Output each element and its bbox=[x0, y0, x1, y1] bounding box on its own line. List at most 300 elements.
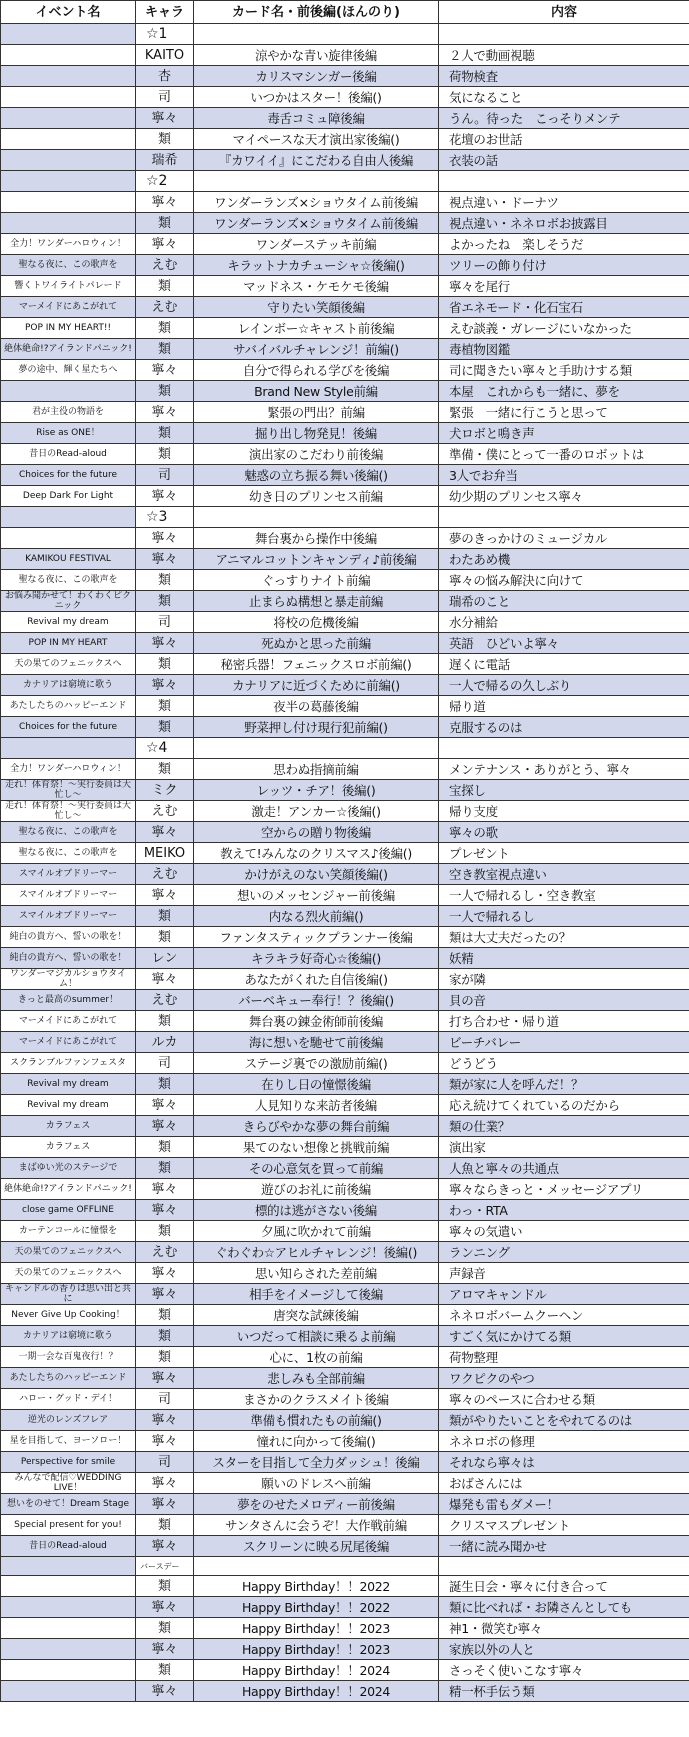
table-row bbox=[1, 1095, 689, 1116]
table-row bbox=[1, 1515, 689, 1536]
character-cell: 寧々 bbox=[136, 1179, 194, 1200]
card-name-cell: 想いのメッセンジャー前後編 bbox=[194, 885, 439, 906]
event-name-cell bbox=[1, 1597, 136, 1618]
character-cell: えむ bbox=[136, 255, 194, 276]
card-name-cell: スターを目指して全力ダッシュ！後編 bbox=[194, 1452, 439, 1473]
character-cell: 寧々 bbox=[136, 486, 194, 507]
character-cell: 瑞希 bbox=[136, 150, 194, 171]
content-cell: 人魚と寧々の共通点 bbox=[439, 1158, 689, 1179]
card-name-cell: 死ぬかと思った前編 bbox=[194, 633, 439, 654]
card-name-cell: 野菜押し付け現行犯前編() bbox=[194, 717, 439, 738]
character-cell: 寧々 bbox=[136, 402, 194, 423]
table-row bbox=[1, 654, 689, 675]
table-row bbox=[1, 1011, 689, 1032]
event-name-cell: キャンドルの香りは思い出と共に bbox=[1, 1284, 136, 1305]
table-row bbox=[1, 1576, 689, 1597]
card-name-cell: ワンダーランズ×ショウタイム前後編 bbox=[194, 213, 439, 234]
content-cell: 類の仕業？ bbox=[439, 1116, 689, 1137]
content-cell: 犬ロボと鳴き声 bbox=[439, 423, 689, 444]
table-row bbox=[1, 276, 689, 297]
content-cell: 花壇のお世話 bbox=[439, 129, 689, 150]
event-name-cell: POP IN MY HEART bbox=[1, 633, 136, 654]
card-name-cell: 毒舌コミュ障後編 bbox=[194, 108, 439, 129]
content-cell: 気になること bbox=[439, 87, 689, 108]
table-row bbox=[1, 927, 689, 948]
event-name-cell bbox=[1, 24, 136, 45]
content-cell: 一人で帰れるし・空き教室 bbox=[439, 885, 689, 906]
table-row bbox=[1, 402, 689, 423]
event-name-cell: 聖なる夜に、この歌声を bbox=[1, 255, 136, 276]
table-row bbox=[1, 612, 689, 633]
table-row bbox=[1, 444, 689, 465]
content-cell: 爆発も雷もダメー！ bbox=[439, 1494, 689, 1515]
character-cell: 類 bbox=[136, 717, 194, 738]
event-name-cell: 聖なる夜に、この歌声を bbox=[1, 570, 136, 591]
content-cell: それなら寧々は bbox=[439, 1452, 689, 1473]
table-row bbox=[1, 1326, 689, 1347]
card-name-cell: 自分で得られる学びを後編 bbox=[194, 360, 439, 381]
content-cell: 水分補給 bbox=[439, 612, 689, 633]
card-name-cell: ワンダーランズ×ショウタイム前後編 bbox=[194, 192, 439, 213]
content-cell: 類が家に人を呼んだ！？ bbox=[439, 1074, 689, 1095]
content-cell bbox=[439, 738, 689, 759]
card-name-cell: 夕風に吹かれて前編 bbox=[194, 1221, 439, 1242]
content-cell: 毒植物図鑑 bbox=[439, 339, 689, 360]
table-row bbox=[1, 1494, 689, 1515]
character-cell: 類 bbox=[136, 318, 194, 339]
card-name-cell: 果てのない想像と挑戦前編 bbox=[194, 1137, 439, 1158]
content-cell: 準備・僕にとって一番のロボットは bbox=[439, 444, 689, 465]
event-name-cell bbox=[1, 507, 136, 528]
card-name-cell: 舞台裏の錬金術師前後編 bbox=[194, 1011, 439, 1032]
table-row bbox=[1, 969, 689, 990]
card-name-cell: 思い知らされた差前編 bbox=[194, 1263, 439, 1284]
card-name-cell: バーベキュー奉行！？後編() bbox=[194, 990, 439, 1011]
content-cell: 克服するのは bbox=[439, 717, 689, 738]
content-cell: わたあめ機 bbox=[439, 549, 689, 570]
card-name-cell: ぐっすりナイト前編 bbox=[194, 570, 439, 591]
section-label: ☆3 bbox=[136, 507, 194, 528]
table-row bbox=[1, 696, 689, 717]
character-cell: 類 bbox=[136, 1347, 194, 1368]
card-name-cell: スクリーンに映る尻尾後編 bbox=[194, 1536, 439, 1557]
character-cell: 寧々 bbox=[136, 1410, 194, 1431]
event-name-cell bbox=[1, 192, 136, 213]
character-cell: 寧々 bbox=[136, 1200, 194, 1221]
character-cell: 類 bbox=[136, 444, 194, 465]
table-row bbox=[1, 234, 689, 255]
table-row bbox=[1, 570, 689, 591]
table-row bbox=[1, 1179, 689, 1200]
table-row bbox=[1, 150, 689, 171]
card-name-cell: 内なる烈火前編() bbox=[194, 906, 439, 927]
card-name-cell: ワンダーステッキ前編 bbox=[194, 234, 439, 255]
event-name-cell: スマイルオブドリーマー bbox=[1, 906, 136, 927]
event-name-cell: 昔日のRead-aloud bbox=[1, 444, 136, 465]
event-name-cell: POP IN MY HEART!! bbox=[1, 318, 136, 339]
event-name-cell: 走れ！体育祭！～実行委員は大忙し～ bbox=[1, 780, 136, 801]
event-name-cell: Never Give Up Cooking！ bbox=[1, 1305, 136, 1326]
content-cell: 帰り支度 bbox=[439, 801, 689, 822]
character-cell: レン bbox=[136, 948, 194, 969]
card-name-cell: キラットナカチューシャ☆後編() bbox=[194, 255, 439, 276]
event-name-cell: あたしたちのハッピーエンド bbox=[1, 696, 136, 717]
character-cell: 類 bbox=[136, 1326, 194, 1347]
card-name-cell: 秘密兵器！フェニックスロボ前編() bbox=[194, 654, 439, 675]
card-name-cell: Happy Birthday！！2023 bbox=[194, 1618, 439, 1639]
card-name-cell: 悲しみも全部前編 bbox=[194, 1368, 439, 1389]
content-cell: 緊張 一緒に行こうと思って bbox=[439, 402, 689, 423]
table-row bbox=[1, 1452, 689, 1473]
character-cell: 類 bbox=[136, 1158, 194, 1179]
table-row bbox=[1, 1473, 689, 1494]
table-row bbox=[1, 1200, 689, 1221]
event-name-cell: カラフェス bbox=[1, 1137, 136, 1158]
character-cell: 類 bbox=[136, 1305, 194, 1326]
event-name-cell: 星を目指して、ヨーソロー！ bbox=[1, 1431, 136, 1452]
card-name-cell: かけがえのない笑顔後編() bbox=[194, 864, 439, 885]
character-cell: 類 bbox=[136, 339, 194, 360]
content-cell: 演出家 bbox=[439, 1137, 689, 1158]
content-cell: 類に比べれば・お隣さんとしても bbox=[439, 1597, 689, 1618]
content-cell: うん。待った こっそりメンテ bbox=[439, 108, 689, 129]
table-row bbox=[1, 1221, 689, 1242]
character-cell: 類 bbox=[136, 1660, 194, 1681]
table-row bbox=[1, 1681, 689, 1702]
event-name-cell: カナリアは窮境に歌う bbox=[1, 675, 136, 696]
event-name-cell: 全力！ワンダーハロウィン！ bbox=[1, 759, 136, 780]
content-cell: 寧々を尾行 bbox=[439, 276, 689, 297]
content-cell: 帰り道 bbox=[439, 696, 689, 717]
card-name-cell: 魅惑の立ち振る舞い後編() bbox=[194, 465, 439, 486]
table-row bbox=[1, 1116, 689, 1137]
card-name-cell: その心意気を買って前編 bbox=[194, 1158, 439, 1179]
table-row bbox=[1, 780, 689, 801]
character-cell: 寧々 bbox=[136, 1095, 194, 1116]
table-row bbox=[1, 948, 689, 969]
event-name-cell: ワンダーマジカルショウタイム！ bbox=[1, 969, 136, 990]
event-name-cell bbox=[1, 1576, 136, 1597]
card-name-cell: Happy Birthday！！2022 bbox=[194, 1597, 439, 1618]
card-name-cell: カナリアに近づくために前編() bbox=[194, 675, 439, 696]
table-row bbox=[1, 675, 689, 696]
event-name-cell: カーテンコールに憧憬を bbox=[1, 1221, 136, 1242]
card-name-cell: 緊張の門出？前編 bbox=[194, 402, 439, 423]
character-cell: 類 bbox=[136, 654, 194, 675]
event-name-cell: ハロー・グッド・デイ！ bbox=[1, 1389, 136, 1410]
character-cell: 司 bbox=[136, 1053, 194, 1074]
table-row bbox=[1, 129, 689, 150]
character-cell: 寧々 bbox=[136, 675, 194, 696]
character-cell: 寧々 bbox=[136, 633, 194, 654]
content-cell: 家が隣 bbox=[439, 969, 689, 990]
table-row bbox=[1, 486, 689, 507]
card-name-cell: 海に想いを馳せて前後編 bbox=[194, 1032, 439, 1053]
table-row bbox=[1, 318, 689, 339]
table-row bbox=[1, 1053, 689, 1074]
card-name-cell: あなたがくれた自信後編() bbox=[194, 969, 439, 990]
character-cell: 司 bbox=[136, 465, 194, 486]
character-cell: 寧々 bbox=[136, 1639, 194, 1660]
content-cell: ツリーの飾り付け bbox=[439, 255, 689, 276]
event-name-cell bbox=[1, 1660, 136, 1681]
content-cell: 寧々のペースに合わせる類 bbox=[439, 1389, 689, 1410]
event-name-cell: Deep Dark For Light bbox=[1, 486, 136, 507]
content-cell: 宝探し bbox=[439, 780, 689, 801]
character-cell: 寧々 bbox=[136, 528, 194, 549]
character-cell: ミク bbox=[136, 780, 194, 801]
content-cell: ２人で動画視聴 bbox=[439, 45, 689, 66]
character-cell: 寧々 bbox=[136, 1284, 194, 1305]
character-cell: KAITO bbox=[136, 45, 194, 66]
table-row bbox=[1, 465, 689, 486]
table-row bbox=[1, 633, 689, 654]
event-name-cell: close game OFFLINE bbox=[1, 1200, 136, 1221]
card-name-cell: 人見知りな来訪者後編 bbox=[194, 1095, 439, 1116]
table-row bbox=[1, 801, 689, 822]
event-name-cell: 天の果てのフェニックスへ bbox=[1, 654, 136, 675]
content-cell: どうどう bbox=[439, 1053, 689, 1074]
character-cell: 類 bbox=[136, 696, 194, 717]
event-name-cell bbox=[1, 1639, 136, 1660]
table-row bbox=[1, 87, 689, 108]
card-name-cell: 憧れに向かって後編() bbox=[194, 1431, 439, 1452]
content-cell: 荷物整理 bbox=[439, 1347, 689, 1368]
card-name-cell: 相手をイメージして後編 bbox=[194, 1284, 439, 1305]
content-cell: プレゼント bbox=[439, 843, 689, 864]
card-name-cell: 激走！アンカー☆後編() bbox=[194, 801, 439, 822]
section-row bbox=[1, 738, 689, 759]
content-cell: ワクピクのやつ bbox=[439, 1368, 689, 1389]
card-name-cell: 舞台裏から操作中後編 bbox=[194, 528, 439, 549]
event-name-cell: Choices for the future bbox=[1, 465, 136, 486]
card-name-cell: マッドネス・ケモケモ後編 bbox=[194, 276, 439, 297]
character-cell: 類 bbox=[136, 591, 194, 612]
event-name-cell bbox=[1, 108, 136, 129]
character-cell: えむ bbox=[136, 801, 194, 822]
card-name-cell: Happy Birthday！！2024 bbox=[194, 1660, 439, 1681]
card-name-cell: いつかはスター！後編() bbox=[194, 87, 439, 108]
table-row bbox=[1, 990, 689, 1011]
event-name-cell bbox=[1, 213, 136, 234]
character-cell: 寧々 bbox=[136, 192, 194, 213]
card-name-cell: Happy Birthday！！2024 bbox=[194, 1681, 439, 1702]
event-name-cell: 君が主役の物語を bbox=[1, 402, 136, 423]
header-chara: キャラ bbox=[136, 1, 194, 24]
card-name-cell: マイペースな天才演出家後編() bbox=[194, 129, 439, 150]
event-name-cell: カナリアは窮境に歌う bbox=[1, 1326, 136, 1347]
card-name-cell: 『カワイイ』にこだわる自由人後編 bbox=[194, 150, 439, 171]
card-name-cell: 唐突な試練後編 bbox=[194, 1305, 439, 1326]
character-cell: 類 bbox=[136, 1074, 194, 1095]
content-cell: 誕生日会・寧々に付き合って bbox=[439, 1576, 689, 1597]
event-name-cell bbox=[1, 1557, 136, 1576]
table-row bbox=[1, 885, 689, 906]
event-name-cell: 絶体絶命!?アイランドパニック! bbox=[1, 339, 136, 360]
card-name-cell: いつだって相談に乗るよ前編 bbox=[194, 1326, 439, 1347]
event-name-cell bbox=[1, 87, 136, 108]
card-name-cell: 夢をのせたメロディー前後編 bbox=[194, 1494, 439, 1515]
card-name-cell: レッツ・チア！後編() bbox=[194, 780, 439, 801]
table-row bbox=[1, 822, 689, 843]
card-name-cell: 願いのドレスへ前編 bbox=[194, 1473, 439, 1494]
character-cell: 寧々 bbox=[136, 1368, 194, 1389]
content-cell: メンテナンス・ありがとう、寧々 bbox=[439, 759, 689, 780]
event-name-cell: 夢の途中、輝く星たちへ bbox=[1, 360, 136, 381]
event-name-cell: Revival my dream bbox=[1, 612, 136, 633]
event-name-cell: 逆光のレンズフレア bbox=[1, 1410, 136, 1431]
card-name-cell: 止まらぬ構想と暴走前編 bbox=[194, 591, 439, 612]
header-event: イベント名 bbox=[1, 1, 136, 24]
table-row bbox=[1, 297, 689, 318]
event-name-cell: みんなで配信♡WEDDING LIVE！ bbox=[1, 1473, 136, 1494]
event-name-cell: 聖なる夜に、この歌声を bbox=[1, 843, 136, 864]
content-cell: ネネロボバームクーヘン bbox=[439, 1305, 689, 1326]
character-cell: 類 bbox=[136, 1515, 194, 1536]
character-cell: 類 bbox=[136, 1137, 194, 1158]
character-cell: 司 bbox=[136, 87, 194, 108]
content-cell: 衣装の話 bbox=[439, 150, 689, 171]
table-row bbox=[1, 213, 689, 234]
content-cell: アロマキャンドル bbox=[439, 1284, 689, 1305]
content-cell: 類は大丈夫だったの？ bbox=[439, 927, 689, 948]
header-card: カード名・前後編(ほんのり) bbox=[194, 1, 439, 24]
content-cell: 寧々の気遣い bbox=[439, 1221, 689, 1242]
content-cell: わっ・RTA bbox=[439, 1200, 689, 1221]
table-row bbox=[1, 1158, 689, 1179]
card-name-cell: 夜半の葛藤後編 bbox=[194, 696, 439, 717]
content-cell: 寧々ならきっと・メッセージアプリ bbox=[439, 1179, 689, 1200]
card-name-cell bbox=[194, 507, 439, 528]
event-name-cell: 昔日のRead-aloud bbox=[1, 1536, 136, 1557]
card-name-cell: 思わぬ指摘前編 bbox=[194, 759, 439, 780]
card-name-cell: Happy Birthday！！2023 bbox=[194, 1639, 439, 1660]
card-name-cell: 演出家のこだわり前後編 bbox=[194, 444, 439, 465]
character-cell: MEIKO bbox=[136, 843, 194, 864]
character-cell: 司 bbox=[136, 1389, 194, 1410]
character-cell: 類 bbox=[136, 570, 194, 591]
table-row bbox=[1, 45, 689, 66]
card-name-cell: きらびやかな夢の舞台前編 bbox=[194, 1116, 439, 1137]
character-cell: 類 bbox=[136, 381, 194, 402]
table-row bbox=[1, 108, 689, 129]
character-cell: 寧々 bbox=[136, 1116, 194, 1137]
section-row bbox=[1, 1557, 689, 1576]
event-name-cell bbox=[1, 1681, 136, 1702]
card-name-cell: 掘り出し物発見！後編 bbox=[194, 423, 439, 444]
table-row bbox=[1, 1263, 689, 1284]
content-cell bbox=[439, 1557, 689, 1576]
card-name-cell: サバイバルチャレンジ！前編() bbox=[194, 339, 439, 360]
event-name-cell: マーメイドにあこがれて bbox=[1, 1032, 136, 1053]
card-name-cell: 標的は逃がさない後編 bbox=[194, 1200, 439, 1221]
content-cell: 応え続けてくれているのだから bbox=[439, 1095, 689, 1116]
content-cell: 英語 ひどいよ寧々 bbox=[439, 633, 689, 654]
character-cell: 寧々 bbox=[136, 1431, 194, 1452]
card-name-cell: 涼やかな青い旋律後編 bbox=[194, 45, 439, 66]
content-cell: ビーチバレー bbox=[439, 1032, 689, 1053]
event-name-cell: スマイルオブドリーマー bbox=[1, 864, 136, 885]
character-cell: 類 bbox=[136, 213, 194, 234]
content-cell: 類がやりたいことをやれてるのは bbox=[439, 1410, 689, 1431]
table-row bbox=[1, 759, 689, 780]
card-name-cell bbox=[194, 1557, 439, 1576]
event-name-cell: 純白の貴方へ、誓いの歌を！ bbox=[1, 927, 136, 948]
content-cell: 3人でお弁当 bbox=[439, 465, 689, 486]
card-name-cell: 教えて!みんなのクリスマス♪後編() bbox=[194, 843, 439, 864]
section-label: ☆2 bbox=[136, 171, 194, 192]
content-cell: えむ談義・ガレージにいなかった bbox=[439, 318, 689, 339]
character-cell: 寧々 bbox=[136, 822, 194, 843]
table-row bbox=[1, 1074, 689, 1095]
content-cell: さっそく使いこなす寧々 bbox=[439, 1660, 689, 1681]
table-row bbox=[1, 1284, 689, 1305]
event-name-cell: 想いをのせて！Dream Stage bbox=[1, 1494, 136, 1515]
content-cell: 空き教室視点違い bbox=[439, 864, 689, 885]
event-name-cell: きっと最高のsummer！ bbox=[1, 990, 136, 1011]
character-cell: 類 bbox=[136, 423, 194, 444]
table-row bbox=[1, 1389, 689, 1410]
table-row bbox=[1, 549, 689, 570]
event-name-cell: 一期一会な百鬼夜行！？ bbox=[1, 1347, 136, 1368]
event-name-cell: Rise as ONE！ bbox=[1, 423, 136, 444]
content-cell: ランニング bbox=[439, 1242, 689, 1263]
event-name-cell bbox=[1, 129, 136, 150]
content-cell: 寧々の歌 bbox=[439, 822, 689, 843]
event-name-cell: Revival my dream bbox=[1, 1074, 136, 1095]
event-name-cell: Revival my dream bbox=[1, 1095, 136, 1116]
content-cell bbox=[439, 171, 689, 192]
event-name-cell: 響くトワイライトパレード bbox=[1, 276, 136, 297]
content-cell: 神1・微笑む寧々 bbox=[439, 1618, 689, 1639]
section-row bbox=[1, 507, 689, 528]
table-row bbox=[1, 1347, 689, 1368]
table-row bbox=[1, 1660, 689, 1681]
character-cell: 寧々 bbox=[136, 885, 194, 906]
card-name-cell bbox=[194, 171, 439, 192]
event-name-cell: 絶体絶命!?アイランドパニック! bbox=[1, 1179, 136, 1200]
character-cell: 寧々 bbox=[136, 360, 194, 381]
event-name-cell: スマイルオブドリーマー bbox=[1, 885, 136, 906]
content-cell: 荷物検査 bbox=[439, 66, 689, 87]
card-name-cell: 在りし日の憧憬後編 bbox=[194, 1074, 439, 1095]
table-row bbox=[1, 360, 689, 381]
card-name-cell: ファンタスティックプランナー後編 bbox=[194, 927, 439, 948]
character-cell: 寧々 bbox=[136, 1473, 194, 1494]
content-cell: よかったね 楽しそうだ bbox=[439, 234, 689, 255]
card-name-cell: ステージ裏での激励前編() bbox=[194, 1053, 439, 1074]
content-cell: すごく気にかけてる類 bbox=[439, 1326, 689, 1347]
event-name-cell bbox=[1, 738, 136, 759]
table-row bbox=[1, 1597, 689, 1618]
table-row bbox=[1, 1137, 689, 1158]
table-row bbox=[1, 192, 689, 213]
content-cell: 一人で帰るの久しぶり bbox=[439, 675, 689, 696]
event-name-cell bbox=[1, 381, 136, 402]
card-name-cell: まさかのクラスメイト後編 bbox=[194, 1389, 439, 1410]
event-name-cell: 天の果てのフェニックスへ bbox=[1, 1242, 136, 1263]
table-row bbox=[1, 1242, 689, 1263]
character-cell: 杏 bbox=[136, 66, 194, 87]
header-row bbox=[1, 1, 689, 24]
event-name-cell: まばゆい光のステージで bbox=[1, 1158, 136, 1179]
card-name-cell: 将校の危機後編 bbox=[194, 612, 439, 633]
content-cell: 瑞希のこと bbox=[439, 591, 689, 612]
card-name-cell: キラキラ好奇心☆後編() bbox=[194, 948, 439, 969]
character-cell: 寧々 bbox=[136, 1681, 194, 1702]
card-name-cell bbox=[194, 24, 439, 45]
event-name-cell: あたしたちのハッピーエンド bbox=[1, 1368, 136, 1389]
